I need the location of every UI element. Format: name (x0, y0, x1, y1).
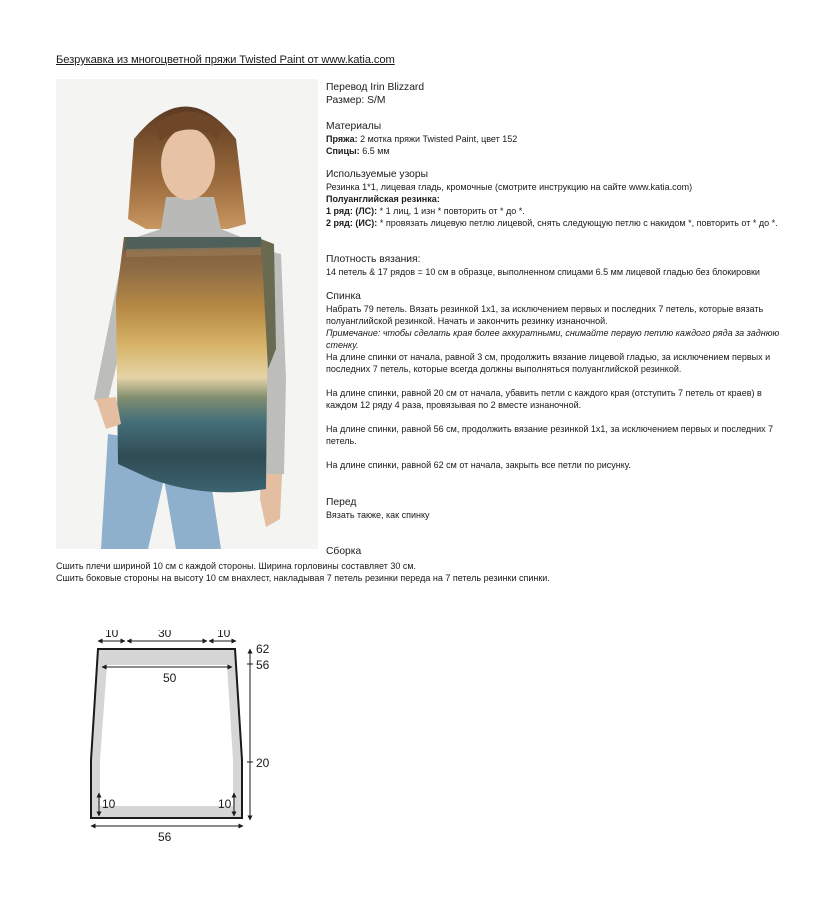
assembly-heading: Сборка (326, 546, 362, 557)
header-info (326, 81, 786, 107)
row1-value: * 1 лиц, 1 изн * повторить от * до *. (377, 206, 525, 216)
materials-heading: Материалы (326, 121, 382, 132)
gauge-heading: Плотность вязания: (326, 254, 421, 265)
page-title: Безрукавка из многоцветной пряжи Twisted Paint от www.katia.com (56, 54, 395, 66)
row2-line (326, 217, 786, 229)
dim-total-length: 62 (256, 642, 270, 656)
patterns-line1: Резинка 1*1, лицевая гладь, кромочные (смотрите инструкцию на сайте www.katia.com) (326, 182, 693, 192)
row2-value: * провязать лицевую петлю лицевой, снять следующую петлю с накидом *, повторить от * до *. (377, 218, 778, 228)
dim-decrease-start: 20 (256, 756, 270, 770)
materials-section (326, 120, 786, 157)
back-note: Примечание: чтобы сделать края более аккуратными, снимайте первую петлю каждого ряда за заднюю стенку. (326, 328, 780, 350)
front-heading: Перед (326, 497, 357, 508)
gauge-section (326, 253, 786, 278)
front-section (326, 496, 786, 521)
dim-upper-width: 50 (163, 671, 177, 685)
back-p1: Набрать 79 петель. Вязать резинкой 1х1, за исключением первых и последних 7 петель, которые вязать полуанглийской резинкой. Начать и закончить резинку изнаночной. (326, 304, 764, 326)
yarn-label: Пряжа: (326, 134, 358, 144)
yarn-value: 2 мотка пряжи Twisted Paint, цвет 152 (357, 134, 518, 144)
back-p4: На длине спинки, равной 56 см, продолжить вязание резинкой 1х1, за исключением первых и последних 7 петель. (326, 424, 774, 446)
assembly-line1: Сшить плечи шириной 10 см с каждой стороны. Ширина горловины составляет 30 см. (56, 561, 417, 571)
schematic-diagram (80, 630, 280, 855)
back-p2: На длине спинки от начала, равной 3 см, продолжить вязание лицевой гладью, за исключением первых и последних 7 петель, которые всегда должны выполняться полуанглийской резинкой. (326, 352, 771, 374)
dim-side-seam-left: 10 (102, 797, 116, 811)
assembly-section (56, 560, 656, 584)
needles-label: Спицы: (326, 146, 360, 156)
needles-line (326, 145, 786, 157)
yarn-line (326, 133, 786, 145)
patterns-subheading: Полуанглийская резинка: (326, 194, 440, 204)
row2-label: 2 ряд: (ИС): (326, 218, 378, 228)
dim-bottom-width: 56 (158, 830, 172, 844)
back-p3: На длине спинки, равной 20 см от начала, убавить петли с каждого края (отступить 7 петель от краев) в каждом 12 ряду 4 раза, провязывая по 2 вместе изнаночной. (326, 388, 762, 410)
dim-top-left-shoulder: 10 (105, 630, 119, 640)
dim-rib-start: 56 (256, 658, 270, 672)
back-section (326, 290, 786, 471)
patterns-heading: Используемые узоры (326, 169, 429, 180)
dim-top-right-shoulder: 10 (217, 630, 231, 640)
back-heading: Спинка (326, 291, 361, 302)
dim-neck-width: 30 (158, 630, 172, 640)
needles-value: 6.5 мм (359, 146, 390, 156)
assembly-heading-block (326, 545, 786, 558)
front-text: Вязать также, как спинку (326, 510, 430, 520)
row1-line (326, 205, 786, 217)
back-p5: На длине спинки, равной 62 см от начала, закрыть все петли по рисунку. (326, 460, 631, 470)
patterns-section (326, 168, 786, 229)
translator-credit: Перевод Irin Blizzard (326, 82, 425, 93)
model-photo (56, 79, 318, 549)
dim-side-seam-right: 10 (218, 797, 232, 811)
row1-label: 1 ряд: (ЛС): (326, 206, 378, 216)
assembly-line2: Сшить боковые стороны на высоту 10 см внахлест, накладывая 7 петель резинки переда на 7 петель резинки спинки. (56, 573, 550, 583)
size-info: Размер: S/M (326, 95, 386, 106)
gauge-text: 14 петель & 17 рядов = 10 см в образце, выполненном спицами 6.5 мм лицевой гладью без блокировки (326, 267, 760, 277)
